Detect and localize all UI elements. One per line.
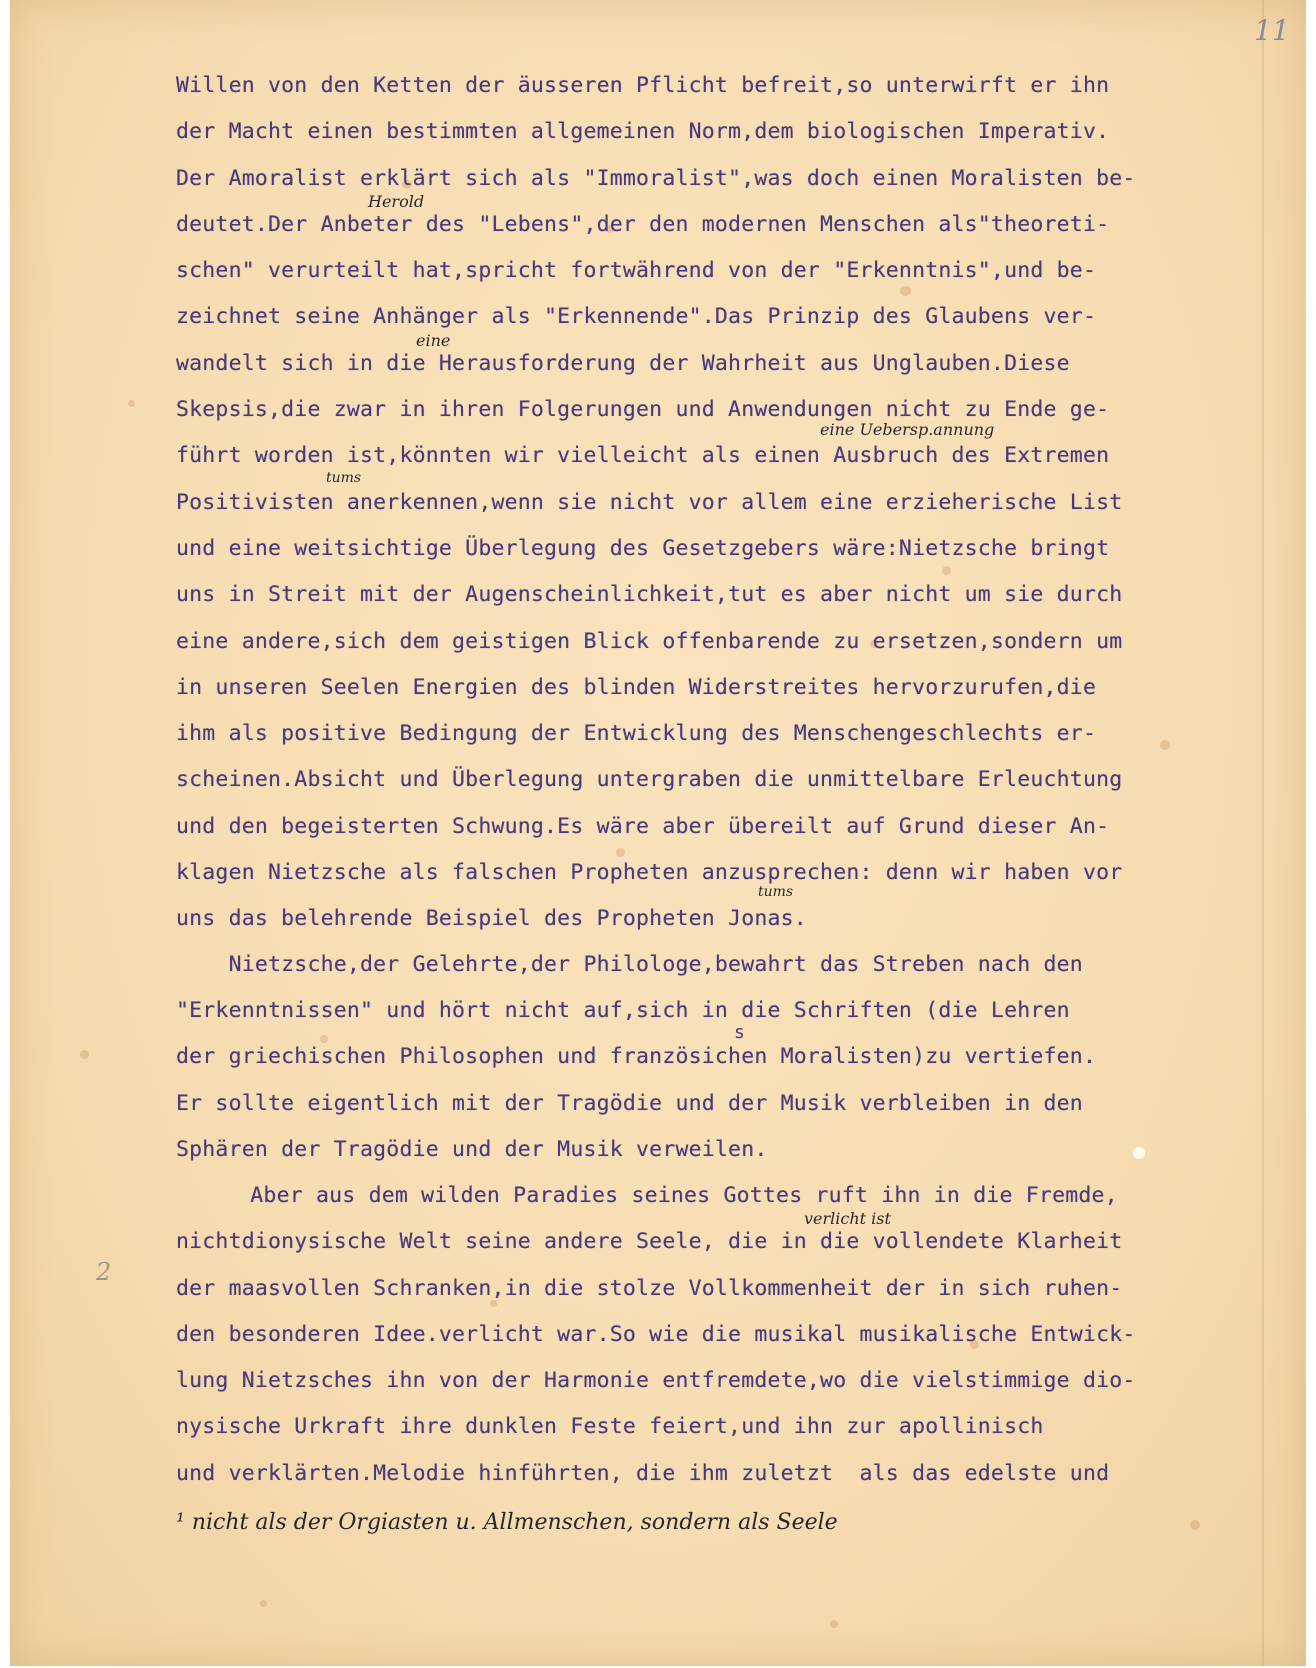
- text-line: ihm als positive Bedingung der Entwicklung des Menschengeschlechts er-: [176, 721, 1097, 746]
- margin-mark: 2: [96, 1258, 112, 1286]
- text-line: lung Nietzsches ihn von der Harmonie entfremdete,wo die vielstimmige dio-: [176, 1368, 1136, 1393]
- page-number: 11: [1254, 14, 1290, 47]
- text-line: zeichnet seine Anhänger als "Erkennende".Das Prinzip des Glaubens ver-: [176, 304, 1097, 329]
- document-page: [10, 0, 1306, 1666]
- text-line: der Macht einen bestimmten allgemeinen Norm,dem biologischen Imperativ.: [176, 119, 1110, 144]
- text-line: Aber aus dem wilden Paradies seines Gottes ruft ihn in die Fremde,: [224, 1183, 1118, 1208]
- text-line: der maasvollen Schranken,in die stolze Vollkommenheit der in sich ruhen-: [176, 1276, 1123, 1301]
- text-line: Willen von den Ketten der äusseren Pflicht befreit,so unterwirft er ihn: [176, 73, 1110, 98]
- handwritten-correction: tums: [758, 884, 794, 900]
- text-line: klagen Nietzsche als falschen Propheten anzusprechen: denn wir haben vor: [176, 860, 1123, 885]
- text-line: Positivisten anerkennen,wenn sie nicht vor allem eine erzieherische List: [176, 490, 1123, 515]
- typed-text-block: [10, 0, 1306, 1666]
- text-line: in unseren Seelen Energien des blinden Widerstreites hervorzurufen,die: [176, 675, 1097, 700]
- handwritten-correction: s: [734, 1022, 745, 1043]
- text-line: nysische Urkraft ihre dunklen Feste feiert,und ihn zur apollinisch: [176, 1414, 1044, 1439]
- handwritten-correction: verlicht ist: [804, 1209, 891, 1228]
- text-line: und verklärten.Melodie hinführten, die ihm zuletzt als das edelste und: [176, 1461, 1110, 1486]
- text-line: deutet.Der Anbeter des "Lebens",der den modernen Menschen als"theoreti-: [176, 212, 1110, 237]
- text-line: scheinen.Absicht und Überlegung untergraben die unmittelbare Erleuchtung: [176, 767, 1123, 792]
- handwritten-correction: eine Uebersp.annung: [820, 420, 995, 439]
- handwritten-correction: eine: [416, 331, 451, 350]
- handwritten-correction: Herold: [368, 192, 425, 211]
- text-line: Skepsis,die zwar in ihren Folgerungen und Anwendungen nicht zu Ende ge-: [176, 397, 1110, 422]
- text-line: Nietzsche,der Gelehrte,der Philologe,bewahrt das Streben nach den: [176, 952, 1083, 977]
- text-line: und den begeisterten Schwung.Es wäre aber übereilt auf Grund dieser An-: [176, 814, 1110, 839]
- text-line: führt worden ist,könnten wir vielleicht als einen Ausbruch des Extremen: [176, 443, 1110, 468]
- text-line: "Erkenntnissen" und hört nicht auf,sich in die Schriften (die Lehren: [176, 998, 1070, 1023]
- text-line: schen" verurteilt hat,spricht fortwährend von der "Erkenntnis",und be-: [176, 258, 1097, 283]
- text-line: Der Amoralist erklärt sich als "Immoralist",was doch einen Moralisten be-: [176, 166, 1136, 191]
- text-line: und eine weitsichtige Überlegung des Gesetzgebers wäre:Nietzsche bringt: [176, 536, 1110, 561]
- text-line: Er sollte eigentlich mit der Tragödie und der Musik verbleiben in den: [176, 1091, 1083, 1116]
- text-line: wandelt sich in die Herausforderung der Wahrheit aus Unglauben.Diese: [176, 351, 1070, 376]
- text-line: der griechischen Philosophen und französichen Moralisten)zu vertiefen.: [176, 1044, 1097, 1069]
- text-line: den besonderen Idee.verlicht war.So wie die musikal musikalische Entwick-: [176, 1322, 1136, 1347]
- text-line: uns das belehrende Beispiel des Propheten Jonas.: [176, 906, 807, 931]
- text-line: eine andere,sich dem geistigen Blick offenbarende zu ersetzen,sondern um: [176, 629, 1123, 654]
- text-line: Sphären der Tragödie und der Musik verweilen.: [176, 1137, 768, 1162]
- handwritten-correction: tums: [326, 470, 362, 486]
- handwritten-footnote: ¹ nicht als der Orgiasten u. Allmenschen, sondern als Seele: [176, 1510, 838, 1535]
- text-line: nichtdionysische Welt seine andere Seele, die in die vollendete Klarheit: [176, 1229, 1123, 1254]
- text-line: uns in Streit mit der Augenscheinlichkeit,tut es aber nicht um sie durch: [176, 582, 1123, 607]
